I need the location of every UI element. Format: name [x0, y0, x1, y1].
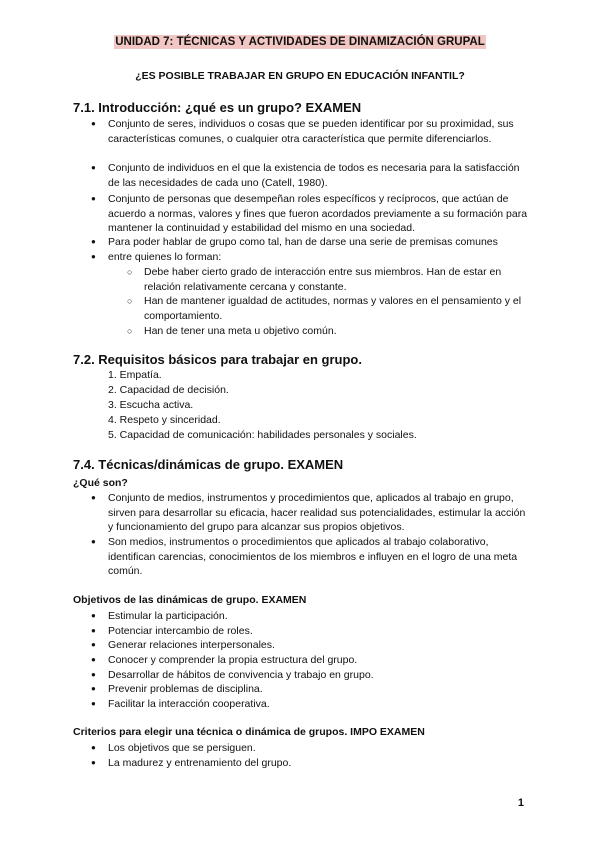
- heading-tecnicas: 7.4. Técnicas/dinámicas de grupo. EXAMEN: [73, 457, 344, 472]
- sub-bullet-item: ○ Han de tener una meta u objetivo común.: [144, 324, 530, 339]
- bullet-item: ● Generar relaciones interpersonales.: [108, 638, 528, 653]
- bullet-item: ● Los objetivos que se persiguen.: [108, 741, 528, 756]
- bullet-item: ● Prevenir problemas de disciplina.: [108, 682, 528, 697]
- bullet-item: ● Potenciar intercambio de roles.: [108, 624, 528, 639]
- heading-requisitos: 7.2. Requisitos básicos para trabajar en grupo.: [73, 352, 362, 367]
- bullet-item: ● Conjunto de personas que desempeñan roles específicos y recíprocos, que actúan de acuerdo a normas, valores y fines que fueron acordados previamente a su formación para mantener la continuidad y estabilidad del mismo en una sociedad.: [108, 192, 528, 236]
- section-question: ¿ES POSIBLE TRABAJAR EN GRUPO EN EDUCACIÓN INFANTIL?: [135, 70, 465, 82]
- bullet-item: ● Para poder hablar de grupo como tal, han de darse una serie de premisas comunes: [108, 235, 528, 250]
- bullet-item: ● Conjunto de seres, individuos o cosas que se pueden identificar por su proximidad, sus características comunes, o cualquier otra característica que permite diferenciarlos.: [108, 117, 528, 146]
- numbered-item: 4. Respeto y sinceridad.: [108, 414, 221, 426]
- numbered-item: 2. Capacidad de decisión.: [108, 384, 229, 396]
- bullet-item: ● Facilitar la interacción cooperativa.: [108, 697, 528, 712]
- bullet-item: ● La madurez y entrenamiento del grupo.: [108, 756, 528, 771]
- subheading-que-son: ¿Qué son?: [73, 477, 128, 489]
- sub-bullet-item: ○ Han de mantener igualdad de actitudes, normas y valores en el pensamiento y el comportamiento.: [144, 294, 530, 323]
- unit-title: UNIDAD 7: TÉCNICAS Y ACTIVIDADES DE DINAMIZACIÓN GRUPAL: [115, 36, 485, 48]
- bullet-item: ● Estimular la participación.: [108, 609, 528, 624]
- subheading-criterios: Criterios para elegir una técnica o dinámica de grupos. IMPO EXAMEN: [73, 726, 425, 738]
- bullet-item: ● Son medios, instrumentos o procedimientos que aplicados al trabajo colaborativo, identifican carencias, conocimientos de los miembros e influyen en el logro de una meta común.: [108, 535, 528, 579]
- sub-bullet-item: ○ Debe haber cierto grado de interacción entre sus miembros. Han de estar en relación relativamente cercana y constante.: [144, 265, 530, 294]
- bullet-item: ● entre quienes lo forman:: [108, 250, 528, 265]
- bullet-item: ● Conjunto de medios, instrumentos y procedimientos que, aplicados al trabajo en grupo, sirven para desarrollar su eficacia, hacer realidad sus potencialidades, estimular la acción y funcionamiento del grupo para alcanzar sus propios objetivos.: [108, 491, 528, 535]
- subheading-objetivos: Objetivos de las dinámicas de grupo. EXAMEN: [73, 594, 307, 606]
- heading-introduccion: 7.1. Introducción: ¿qué es un grupo? EXAMEN: [73, 100, 362, 115]
- numbered-item: 3. Escucha activa.: [108, 399, 194, 411]
- page-number: 1: [517, 797, 524, 809]
- bullet-item: ● Desarrollar de hábitos de convivencia y trabajo en grupo.: [108, 668, 528, 683]
- bullet-item: ● Conjunto de individuos en el que la existencia de todos es necesaria para la satisfacción de las necesidades de cada uno (Catell, 1980).: [108, 161, 528, 190]
- numbered-item: 5. Capacidad de comunicación: habilidades personales y sociales.: [108, 429, 417, 441]
- bullet-item: ● Conocer y comprender la propia estructura del grupo.: [108, 653, 528, 668]
- numbered-item: 1. Empatía.: [108, 369, 162, 381]
